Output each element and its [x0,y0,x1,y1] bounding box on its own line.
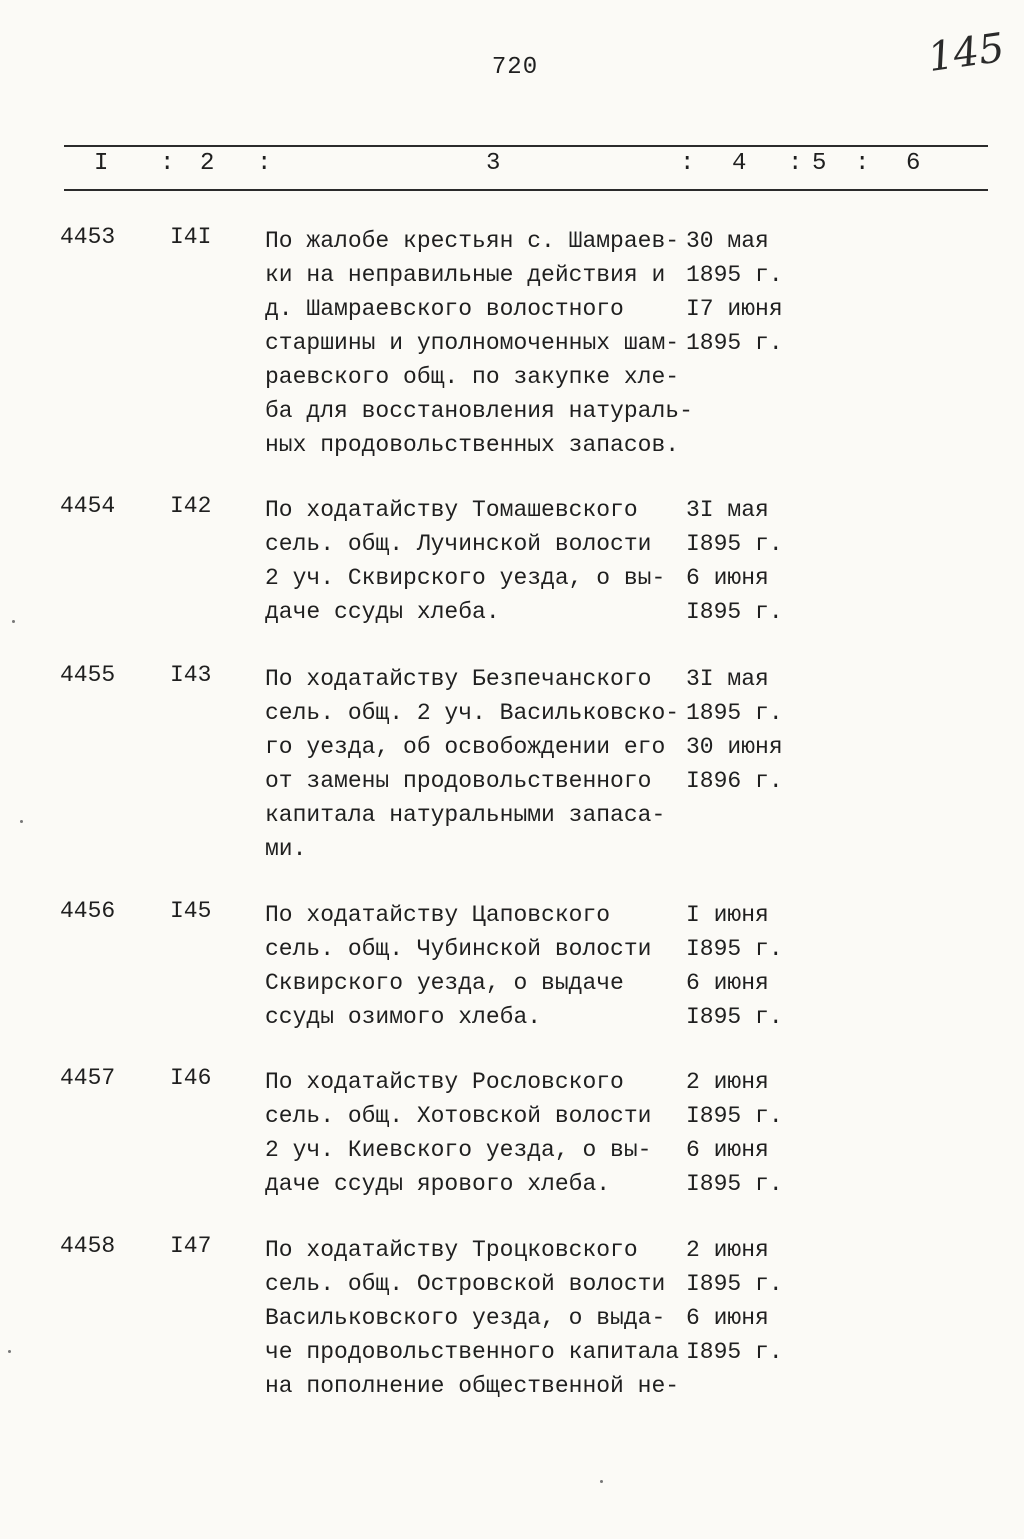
date-line: 6 июня [686,565,769,591]
date-line: I895 г. [686,936,783,962]
entry-number: 4458 [60,1233,116,1259]
entry-dates [686,898,806,1034]
entry-description [265,898,695,1034]
date-line: I895 г. [686,1271,783,1297]
entry-item-number: I45 [170,898,212,924]
entry-number: 4456 [60,898,116,924]
header-col-6: 6 [906,150,921,177]
description-line: ки на неправильные действия и [265,262,666,288]
entry-number: 4454 [60,493,116,519]
date-line: I7 июня [686,296,783,322]
entry-number: 4457 [60,1065,116,1091]
scan-speck [20,820,23,823]
entry-description [265,662,695,866]
header-top-rule [64,145,988,147]
header-col-5: 5 [812,150,827,177]
description-line: даче ссуды хлеба. [265,599,500,625]
description-line: По ходатайству Безпечанского [265,666,652,692]
scan-speck [12,620,15,623]
description-line: капитала натуральными запаса- [265,802,666,828]
description-line: ба для восстановления натураль- [265,398,693,424]
date-line: 6 июня [686,1305,769,1331]
date-line: 1895 г. [686,262,783,288]
date-line: I895 г. [686,1103,783,1129]
description-line: сель. общ. Островской волости [265,1271,666,1297]
date-line: I895 г. [686,1004,783,1030]
entry-number: 4453 [60,224,116,250]
header-col-3: 3 [486,150,501,177]
description-line: По ходатайству Цаповского [265,902,611,928]
description-line: По ходатайству Рословского [265,1069,624,1095]
date-line: I896 г. [686,768,783,794]
page-number: 720 [491,54,539,81]
date-line: 1895 г. [686,330,783,356]
date-line: 2 июня [686,1069,769,1095]
date-line: 30 июня [686,734,783,760]
description-line: По ходатайству Троцковского [265,1237,638,1263]
description-line: ссуды озимого хлеба. [265,1004,542,1030]
description-line: го уезда, об освобождении его [265,734,666,760]
description-line: ми. [265,836,307,862]
entry-dates [686,224,806,360]
entry-number: 4455 [60,662,116,688]
entry-dates [686,1065,806,1201]
date-line: 1895 г. [686,700,783,726]
header-separator: : [855,150,870,177]
description-line: даче ссуды ярового хлеба. [265,1171,611,1197]
date-line: 6 июня [686,970,769,996]
header-bottom-rule [64,189,988,191]
entry-description [265,1233,695,1403]
entry-description [265,224,695,462]
entry-dates [686,493,806,629]
description-line: 2 уч. Сквирского уезда, о вы- [265,565,666,591]
entry-description [265,493,695,629]
date-line: I895 г. [686,1339,783,1365]
date-line: I895 г. [686,1171,783,1197]
handwritten-folio-number: 145 [925,24,1008,82]
header-col-4: 4 [732,150,747,177]
scan-speck [600,1480,603,1483]
description-line: от замены продовольственного [265,768,652,794]
description-line: сель. общ. Лучинской волости [265,531,652,557]
date-line: I895 г. [686,531,783,557]
header-col-2: 2 [200,150,215,177]
entry-item-number: I46 [170,1065,212,1091]
description-line: сель. общ. Хотовской волости [265,1103,652,1129]
entry-item-number: I43 [170,662,212,688]
date-line: 6 июня [686,1137,769,1163]
header-separator: : [257,150,272,177]
description-line: сель. общ. Чубинской волости [265,936,652,962]
description-line: По ходатайству Томашевского [265,497,638,523]
entry-dates [686,662,806,798]
entry-description [265,1065,695,1201]
entry-dates [686,1233,806,1369]
description-line: Сквирского уезда, о выдаче [265,970,624,996]
description-line: По жалобе крестьян с. Шамраев- [265,228,680,254]
description-line: на пополнение общественной не- [265,1373,680,1399]
header-separator: : [788,150,803,177]
header-separator: : [680,150,695,177]
scan-speck [8,1350,11,1353]
entry-item-number: I4I [170,224,212,250]
date-line: 30 мая [686,228,769,254]
entry-item-number: I47 [170,1233,212,1259]
header-col-1: I [94,150,109,177]
description-line: Васильковского уезда, о выда- [265,1305,666,1331]
entry-item-number: I42 [170,493,212,519]
column-header-row [0,150,1024,184]
date-line: 3I мая [686,666,769,692]
date-line: I июня [686,902,769,928]
description-line: че продовольственного капитала [265,1339,680,1365]
description-line: раевского общ. по закупке хле- [265,364,680,390]
description-line: старшины и уполномоченных шам- [265,330,680,356]
description-line: сель. общ. 2 уч. Васильковско- [265,700,680,726]
description-line: ных продовольственных запасов. [265,432,680,458]
description-line: 2 уч. Киевского уезда, о вы- [265,1137,652,1163]
date-line: 2 июня [686,1237,769,1263]
date-line: 3I мая [686,497,769,523]
date-line: I895 г. [686,599,783,625]
description-line: д. Шамраевского волостного [265,296,624,322]
header-separator: : [160,150,175,177]
